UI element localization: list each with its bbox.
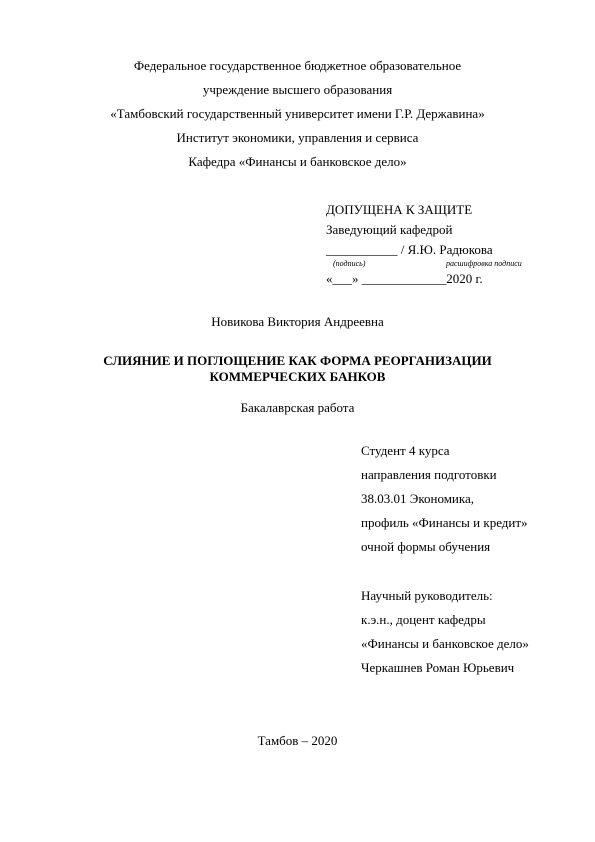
supervisor-line-2: к.э.н., доцент кафедры (361, 612, 486, 627)
approval-title: ДОПУЩЕНА К ЗАЩИТЕ (326, 202, 473, 217)
student-line-4: профиль «Финансы и кредит» (361, 515, 528, 530)
university-name: «Тамбовский государственный университет имени Г.Р. Державина» (110, 106, 485, 121)
student-line-1: Студент 4 курса (361, 443, 450, 458)
institution-line-1: Федеральное государственное бюджетное образовательное (133, 58, 462, 73)
thesis-title-line-2: КОММЕРЧЕСКИХ БАНКОВ (209, 369, 386, 384)
supervisor-name: Черкашнев Роман Юрьевич (361, 660, 515, 675)
approval-signature-line: ___________ / Я.Ю. Радюкова (326, 242, 493, 257)
approval-head: Заведующий кафедрой (326, 222, 453, 237)
thesis-title-line-1: СЛИЯНИЕ И ПОГЛОЩЕНИЕ КАК ФОРМА РЕОРГАНИЗАЦИИ (103, 353, 492, 368)
student-line-2: направления подготовки (361, 467, 497, 482)
institution-line-2: учреждение высшего образования (202, 82, 393, 97)
city-year: Тамбов – 2020 (257, 733, 338, 748)
author-name: Новикова Виктория Андреевна (211, 314, 384, 329)
student-line-5: очной формы обучения (361, 539, 491, 554)
supervisor-line-3: «Финансы и банковское дело» (361, 636, 529, 651)
caption-signature: (подпись) (333, 259, 366, 268)
approval-date-line: «___» _____________2020 г. (326, 271, 483, 286)
caption-decoding: расшифровка подписи (446, 259, 522, 268)
department-name: Кафедра «Финансы и банковское дело» (188, 154, 407, 169)
supervisor-line-1: Научный руководитель: (361, 588, 493, 603)
student-line-3: 38.03.01 Экономика, (361, 491, 475, 506)
work-type: Бакалаврская работа (240, 400, 355, 415)
institute-name: Институт экономики, управления и сервиса (176, 130, 419, 145)
